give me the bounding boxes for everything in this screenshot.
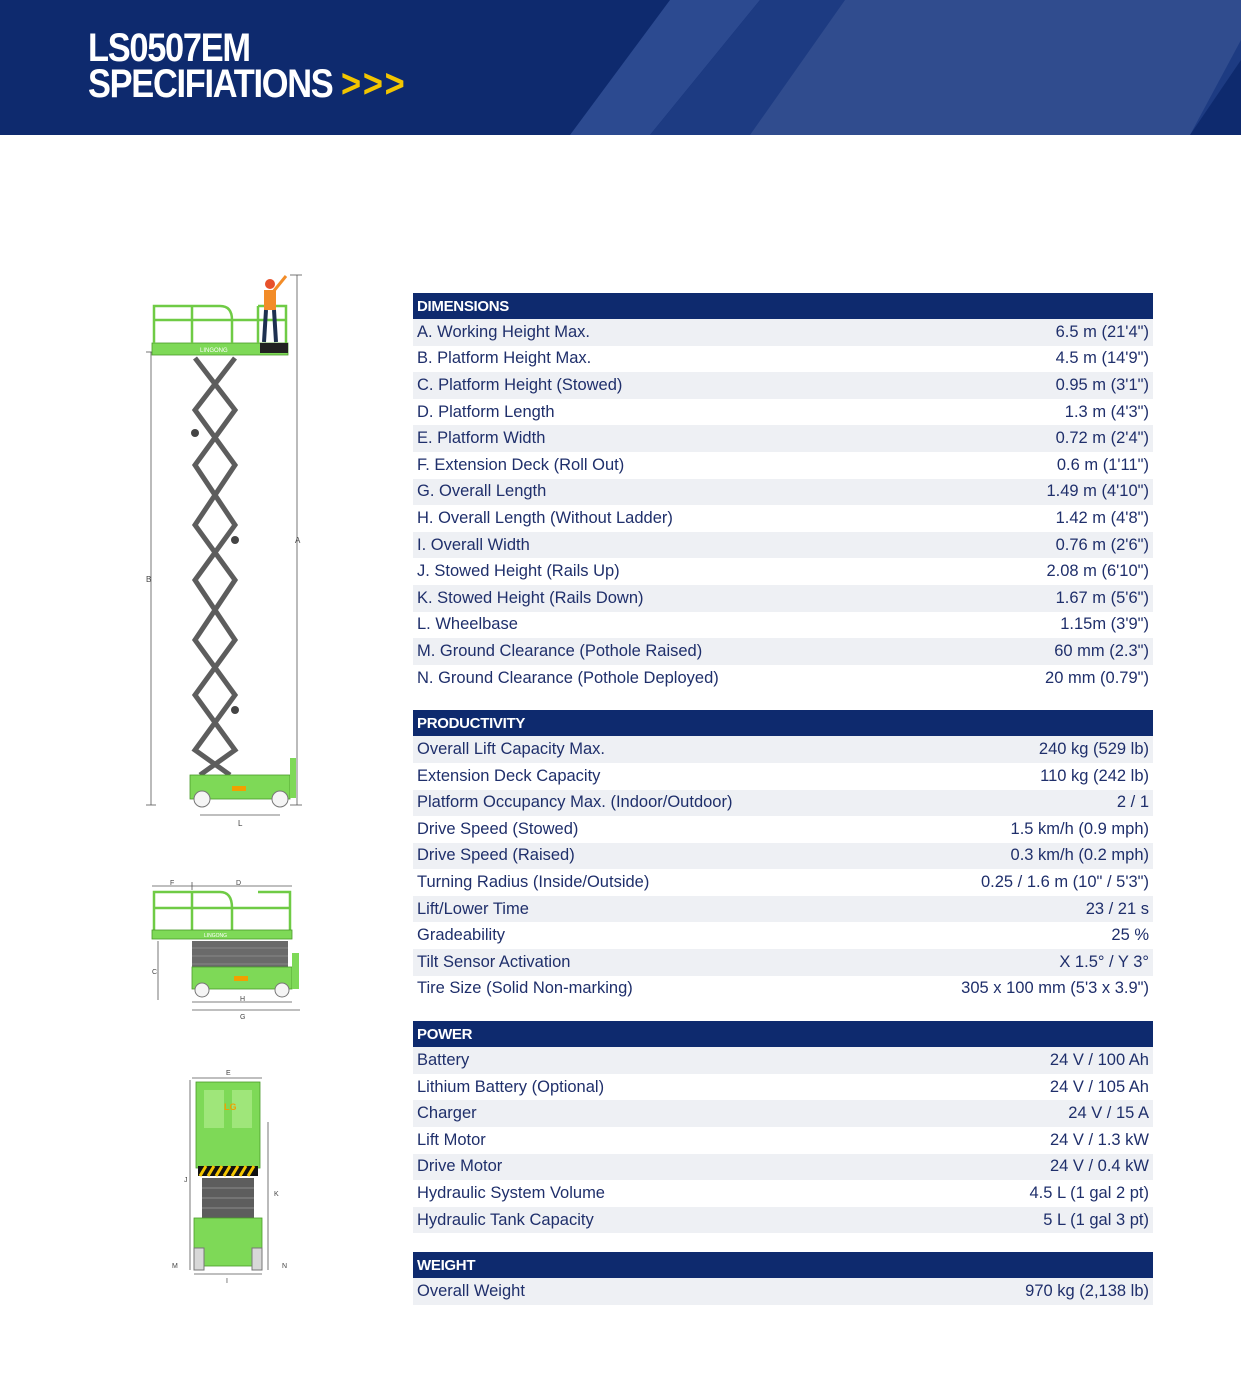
- spec-row: [413, 665, 1153, 692]
- spec-row: [413, 736, 1153, 763]
- spec-label: H. Overall Length (Without Ladder): [417, 508, 673, 527]
- spec-row: [413, 949, 1153, 976]
- spec-value: 110 kg (242 lb): [1040, 766, 1149, 785]
- spec-row: [413, 425, 1153, 452]
- spec-label: Tilt Sensor Activation: [417, 952, 571, 971]
- spec-row: [413, 558, 1153, 585]
- spec-value: 1.15m (3'9"): [1060, 615, 1149, 634]
- spec-label: Charger: [417, 1104, 477, 1123]
- spec-row: [413, 976, 1153, 1003]
- spec-value: 24 V / 100 Ah: [1049, 1051, 1149, 1070]
- spec-label: Drive Motor: [417, 1157, 503, 1176]
- spec-value: 0.76 m (2'6"): [1055, 535, 1149, 554]
- spec-value: 0.95 m (3'1"): [1055, 375, 1149, 394]
- spec-row: [413, 1100, 1153, 1127]
- spec-value: 24 V / 0.4 kW: [1049, 1157, 1149, 1176]
- spec-row: [413, 1154, 1153, 1181]
- machine-drawings: [140, 270, 320, 1290]
- spec-label: Lithium Battery (Optional): [417, 1077, 605, 1096]
- spec-value: 0.3 km/h (0.2 mph): [1010, 846, 1149, 865]
- dim-label-e: E: [226, 1070, 231, 1077]
- spec-row: [413, 1207, 1153, 1234]
- model-name: LS0507EM: [88, 26, 250, 70]
- spec-value: 4.5 m (14'9"): [1055, 349, 1149, 368]
- spec-row: [413, 638, 1153, 665]
- spec-row: [413, 532, 1153, 559]
- spec-label: C. Platform Height (Stowed): [417, 375, 623, 394]
- spec-value: 1.3 m (4'3"): [1064, 402, 1149, 421]
- spec-row: [413, 479, 1153, 506]
- spec-label: A. Working Height Max.: [417, 322, 591, 341]
- section-weight: [413, 1252, 1153, 1305]
- spec-tables: [413, 293, 1153, 1324]
- spec-label: Hydraulic System Volume: [417, 1184, 605, 1203]
- spec-row: [413, 816, 1153, 843]
- spec-label: Platform Occupancy Max. (Indoor/Outdoor): [417, 793, 733, 812]
- brand-label: LINGONG: [200, 348, 228, 354]
- spec-value: 25 %: [1111, 926, 1149, 945]
- page-title: [88, 26, 407, 106]
- spec-value: 23 / 21 s: [1085, 899, 1149, 918]
- spec-value: 1.49 m (4'10"): [1046, 482, 1149, 501]
- dim-label-m: M: [172, 1263, 178, 1270]
- dim-label-h: H: [240, 996, 246, 1003]
- spec-value: 24 V / 15 A: [1068, 1104, 1149, 1123]
- stowed-view-drawing: [152, 880, 300, 1021]
- spec-value: X 1.5° / Y 3°: [1059, 952, 1149, 971]
- spec-row: [413, 843, 1153, 870]
- spec-row: [413, 896, 1153, 923]
- spec-value: 305 x 100 mm (5'3 x 3.9"): [961, 979, 1149, 998]
- spec-row: [413, 1127, 1153, 1154]
- arrows-glyph: >>>: [341, 62, 407, 106]
- spec-row: [413, 399, 1153, 426]
- section-power: [413, 1021, 1153, 1233]
- spec-label: I. Overall Width: [417, 535, 530, 554]
- spec-value: 1.42 m (4'8"): [1055, 508, 1149, 527]
- spec-label: Lift/Lower Time: [417, 899, 529, 918]
- front-view-drawing: [172, 1070, 287, 1285]
- spec-value: 24 V / 105 Ah: [1049, 1077, 1149, 1096]
- spec-row: [413, 1047, 1153, 1074]
- spec-label: D. Platform Length: [417, 402, 555, 421]
- spec-label: Drive Speed (Stowed): [417, 819, 579, 838]
- spec-label: Drive Speed (Raised): [417, 846, 575, 865]
- spec-row: [413, 319, 1153, 346]
- spec-value: 24 V / 1.3 kW: [1049, 1130, 1149, 1149]
- section-rows: [413, 319, 1153, 691]
- dim-label-c: C: [152, 969, 158, 976]
- spec-row: [413, 612, 1153, 639]
- spec-label: L. Wheelbase: [417, 615, 518, 634]
- spec-label: K. Stowed Height (Rails Down): [417, 588, 644, 607]
- spec-label: E. Platform Width: [417, 429, 546, 448]
- spec-row: [413, 922, 1153, 949]
- section-header: POWER: [413, 1021, 1153, 1047]
- spec-value: 240 kg (529 lb): [1038, 740, 1149, 759]
- section-header: PRODUCTIVITY: [413, 710, 1153, 736]
- dim-label-j: J: [184, 1177, 188, 1184]
- spec-row: [413, 585, 1153, 612]
- brand-label-stowed: LINGONG: [204, 933, 228, 939]
- spec-value: 6.5 m (21'4"): [1055, 322, 1149, 341]
- spec-label: B. Platform Height Max.: [417, 349, 592, 368]
- spec-row: [413, 346, 1153, 373]
- dim-label-a: A: [295, 536, 301, 545]
- section-rows: [413, 1278, 1153, 1305]
- spec-value: 2 / 1: [1116, 793, 1149, 812]
- section-rows: [413, 736, 1153, 1002]
- dim-label-d: D: [236, 880, 242, 887]
- spec-label: Turning Radius (Inside/Outside): [417, 873, 650, 892]
- section-rows: [413, 1047, 1153, 1233]
- spec-row: [413, 869, 1153, 896]
- spec-label: Extension Deck Capacity: [417, 766, 601, 785]
- spec-value: 1.5 km/h (0.9 mph): [1010, 819, 1149, 838]
- spec-value: 60 mm (2.3"): [1054, 641, 1149, 660]
- spec-row: [413, 1278, 1153, 1305]
- spec-value: 2.08 m (6'10"): [1046, 562, 1149, 581]
- subtitle: SPECIFIATIONS: [88, 62, 333, 106]
- spec-label: M. Ground Clearance (Pothole Raised): [417, 641, 703, 660]
- dim-label-f: F: [170, 880, 175, 887]
- dim-label-g: G: [240, 1014, 246, 1021]
- spec-value: 970 kg (2,138 lb): [1025, 1282, 1149, 1301]
- spec-value: 5 L (1 gal 3 pt): [1043, 1210, 1149, 1229]
- dim-label-n: N: [282, 1263, 288, 1270]
- spec-value: 4.5 L (1 gal 2 pt): [1029, 1184, 1149, 1203]
- spec-row: [413, 452, 1153, 479]
- spec-value: 1.67 m (5'6"): [1055, 588, 1149, 607]
- section-dimensions: [413, 293, 1153, 691]
- spec-row: [413, 790, 1153, 817]
- spec-label: N. Ground Clearance (Pothole Deployed): [417, 668, 719, 687]
- dim-label-k: K: [274, 1191, 279, 1198]
- dim-label-l: L: [238, 819, 243, 828]
- spec-label: Gradeability: [417, 926, 506, 945]
- section-productivity: [413, 710, 1153, 1002]
- spec-label: J. Stowed Height (Rails Up): [417, 562, 620, 581]
- spec-row: [413, 505, 1153, 532]
- spec-value: 0.6 m (1'11"): [1056, 455, 1149, 474]
- header-banner: [0, 0, 1241, 135]
- spec-label: F. Extension Deck (Roll Out): [417, 455, 625, 474]
- spec-row: [413, 1180, 1153, 1207]
- spec-value: 0.72 m (2'4"): [1055, 429, 1149, 448]
- svg-text:LG: LG: [224, 1102, 237, 1112]
- spec-value: 20 mm (0.79"): [1045, 668, 1149, 687]
- dim-label-i: I: [226, 1278, 228, 1285]
- spec-value: 0.25 / 1.6 m (10" / 5'3"): [980, 873, 1149, 892]
- spec-row: [413, 372, 1153, 399]
- section-header: WEIGHT: [413, 1252, 1153, 1278]
- side-view-drawing: [146, 275, 302, 828]
- dim-label-b: B: [146, 575, 152, 584]
- spec-label: Lift Motor: [417, 1130, 486, 1149]
- spec-label: G. Overall Length: [417, 482, 547, 501]
- section-header: DIMENSIONS: [413, 293, 1153, 319]
- spec-label: Overall Lift Capacity Max.: [417, 740, 605, 759]
- spec-label: Battery: [417, 1051, 470, 1070]
- spec-row: [413, 1074, 1153, 1101]
- spec-label: Tire Size (Solid Non-marking): [417, 979, 633, 998]
- spec-row: [413, 763, 1153, 790]
- spec-label: Overall Weight: [417, 1282, 525, 1301]
- spec-label: Hydraulic Tank Capacity: [417, 1210, 594, 1229]
